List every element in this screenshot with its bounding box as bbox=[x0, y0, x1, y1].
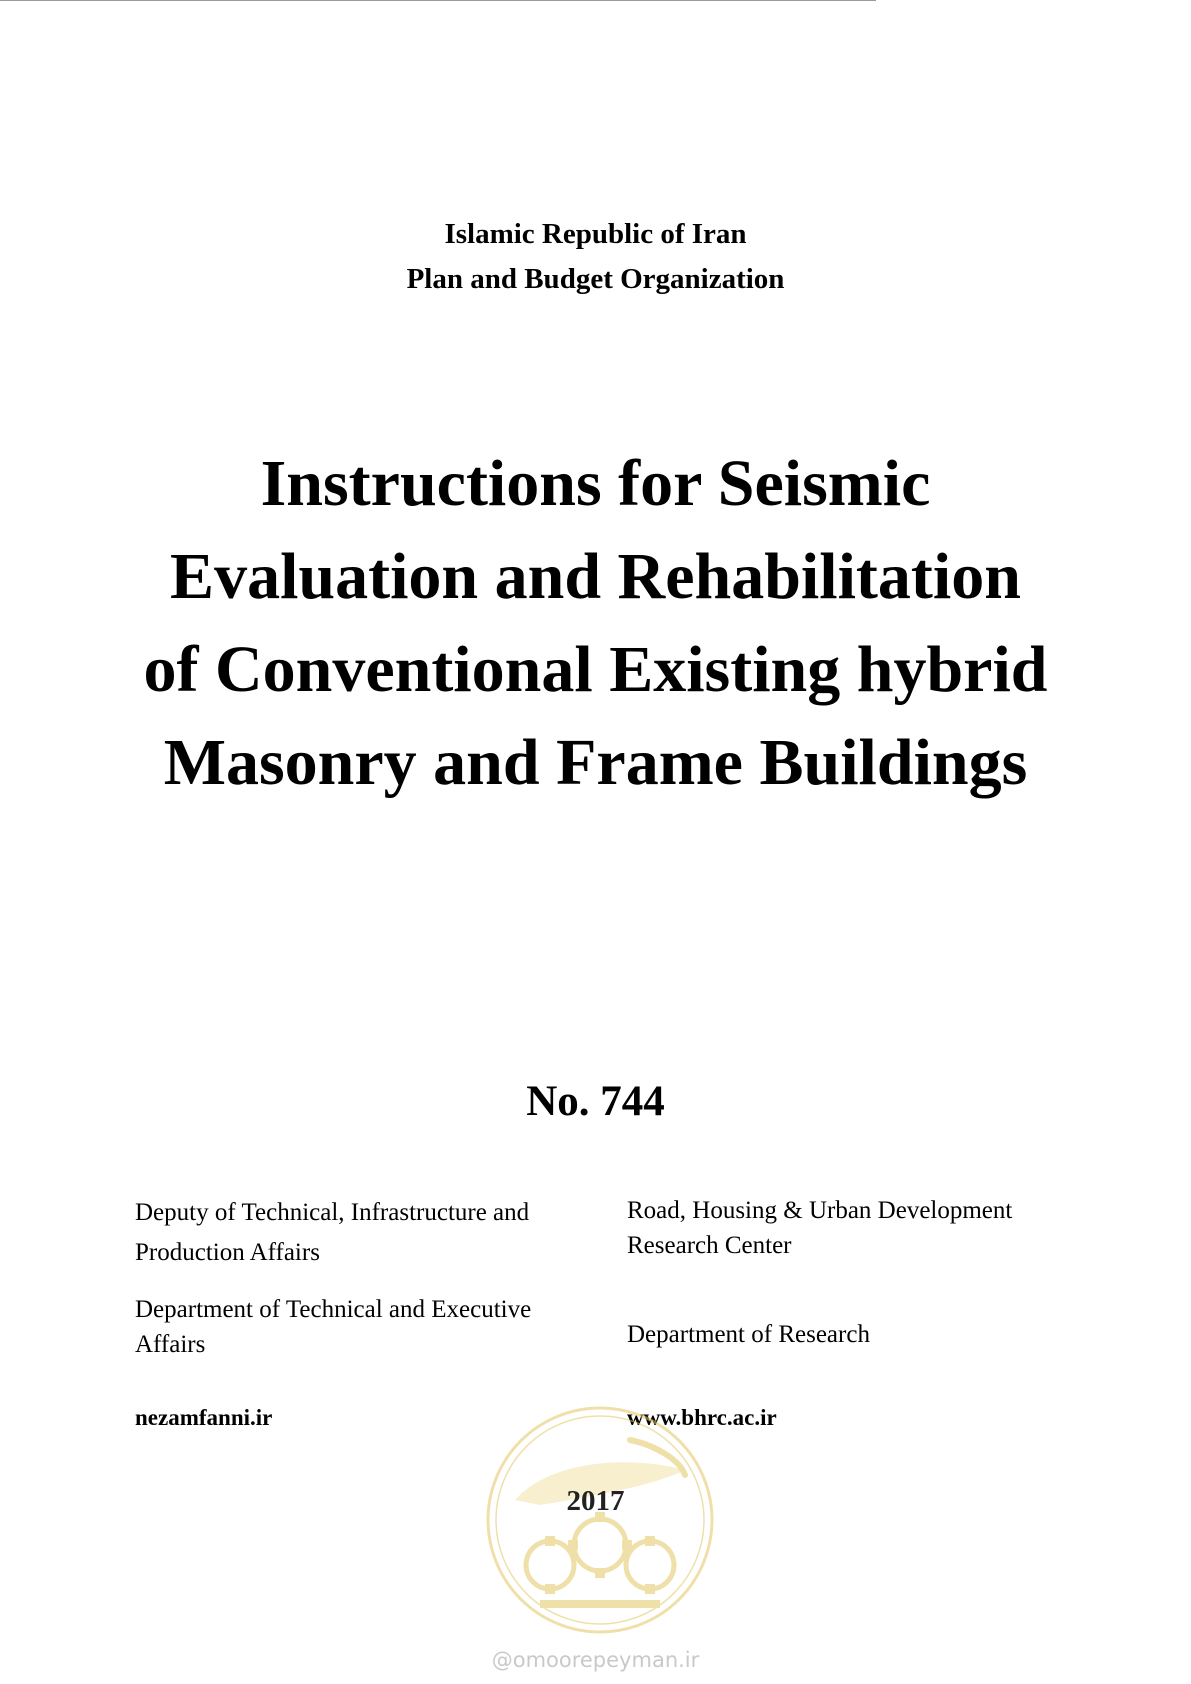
research-center-line-1: Road, Housing & Urban Development bbox=[627, 1197, 1013, 1224]
organization-name: Plan and Budget Organization bbox=[406, 263, 785, 295]
document-title bbox=[0, 437, 1191, 809]
department-line-1: Department of Technical and Executive bbox=[135, 1296, 532, 1323]
title-line-2: Evaluation and Rehabilitation bbox=[170, 540, 1021, 613]
issuing-organization bbox=[0, 212, 1191, 302]
department-of-research: Department of Research bbox=[627, 1321, 870, 1348]
deputy-line-2: Production Affairs bbox=[135, 1239, 320, 1266]
deputy-affiliation bbox=[135, 1193, 580, 1273]
department-line-2: Affairs bbox=[135, 1331, 206, 1358]
document-number: No. 744 bbox=[526, 1078, 665, 1125]
title-line-3: of Conventional Existing hybrid bbox=[143, 633, 1048, 706]
deputy-line-1: Deputy of Technical, Infrastructure and bbox=[135, 1199, 530, 1226]
country-name: Islamic Republic of Iran bbox=[444, 218, 747, 250]
title-line-1: Instructions for Seismic bbox=[260, 447, 931, 520]
bhrc-website[interactable]: www.bhrc.ac.ir bbox=[627, 1405, 777, 1430]
research-center-line-2: Research Center bbox=[627, 1232, 792, 1259]
department-technical-executive bbox=[135, 1292, 580, 1362]
publication-year: 2017 bbox=[566, 1485, 625, 1517]
nezamfanni-website[interactable]: nezamfanni.ir bbox=[135, 1405, 273, 1430]
title-line-4: Masonry and Frame Buildings bbox=[163, 726, 1028, 799]
research-center-affiliation bbox=[627, 1193, 1072, 1263]
top-rule bbox=[0, 0, 876, 1]
watermark-url: @omoorepeyman.ir bbox=[491, 1648, 700, 1672]
